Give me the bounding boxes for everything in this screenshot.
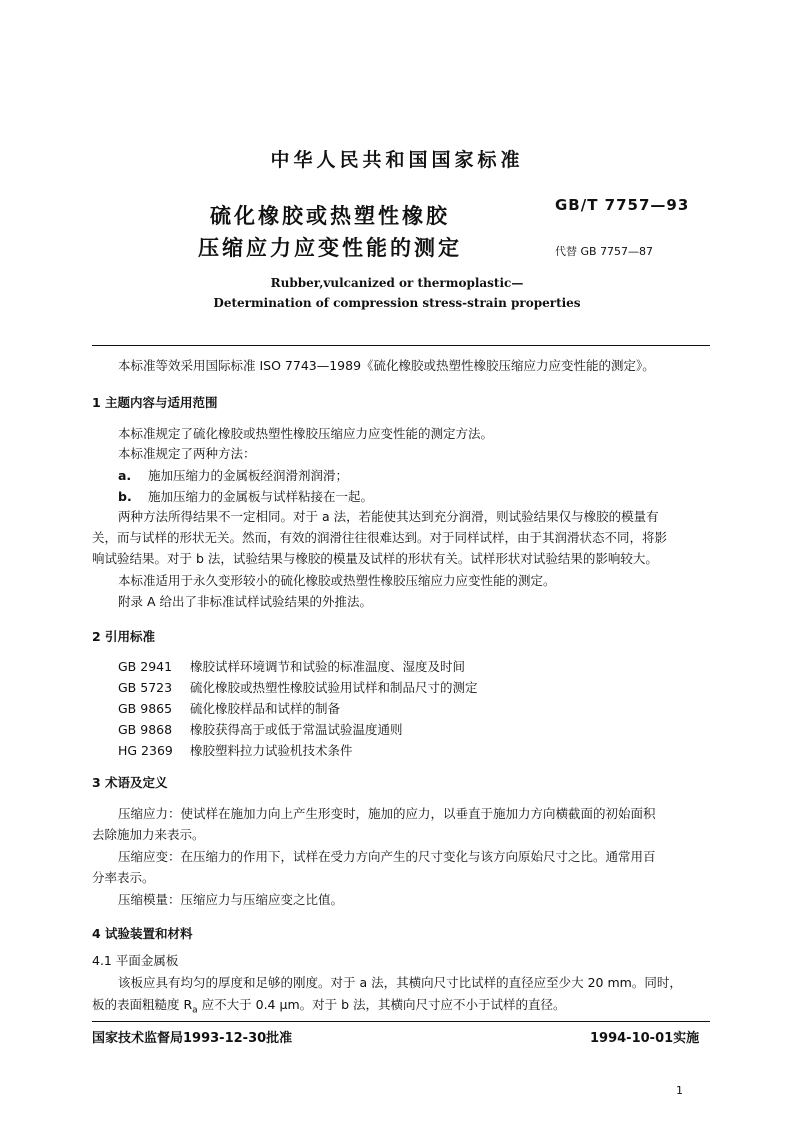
replaces-standard: 代替 GB 7757—87 [555, 245, 654, 258]
s1-paragraph-2: 本标准规定了两种方法： [118, 446, 256, 461]
definition-compression-modulus: 压缩模量：压缩应力与压缩应变之比值。 [118, 892, 344, 907]
definition-compression-stress-line-2: 去除施加力来表示。 [92, 827, 205, 842]
definition-compression-strain-line-1: 压缩应变：在压缩力的作用下，试样在受力方向产生的尺寸变化与该方向原始尺寸之比。通常用百 [118, 849, 656, 864]
reference-title: 橡胶塑料拉力试验机技术条件 [190, 743, 353, 758]
reference-title: 硫化橡胶或热塑性橡胶试验用试样和制品尺寸的测定 [190, 680, 478, 695]
reference-item [118, 720, 403, 738]
s1-item-b [118, 487, 373, 505]
item-b-text: 施加压缩力的金属板与试样粘接在一起。 [148, 489, 374, 504]
s1-paragraph-4: 本标准适用于永久变形较小的硫化橡胶或热塑性橡胶压缩应力应变性能的测定。 [118, 573, 556, 588]
reference-title: 橡胶获得高于或低于常温试验温度通则 [190, 722, 403, 737]
title-line-1: 硫化橡胶或热塑性橡胶 [210, 204, 450, 228]
s1-paragraph-3-line-2: 关，而与试样的形状无关。然而，有效的润滑往往很难达到。对于同样试样，由于其润滑状态不同，将影 [92, 530, 668, 545]
approval-date: 国家技术监督局1993-12-30批准 [92, 1031, 293, 1046]
subscript: a [192, 1005, 198, 1016]
reference-item [118, 657, 465, 675]
s4-1-paragraph-line-1: 该板应具有均匀的厚度和足够的刚度。对于 a 法，其横向尺寸比试样的直径应至少大 20 mm。同时， [118, 975, 682, 990]
effective-date: 1994-10-01实施 [590, 1031, 700, 1046]
section-1-heading: 1 主题内容与适用范围 [92, 395, 218, 410]
english-title-line-2: Determination of compression stress-strain properties [213, 296, 581, 310]
page-number: 1 [676, 1084, 683, 1097]
section-4-heading: 4 试验装置和材料 [92, 926, 193, 941]
reference-code: GB 9868 [118, 722, 173, 737]
section-2-heading: 2 引用标准 [92, 629, 156, 644]
english-title-line-1: Rubber,vulcanized or thermoplastic— [270, 276, 524, 290]
s1-paragraph-3-line-3: 响试验结果。对于 b 法，试验结果与橡胶的模量及试样的形状有关。试样形状对试验结果的影响较大。 [92, 551, 658, 566]
s4-1-paragraph-line-2 [92, 996, 712, 1020]
issuing-nation-heading: 中华人民共和国国家标准 [270, 149, 524, 171]
item-a-label: a. [118, 468, 132, 483]
reference-item [118, 699, 340, 717]
s1-paragraph-3-line-1: 两种方法所得结果不一定相同。对于 a 法，若能使其达到充分润滑，则试验结果仅与橡胶的模量有 [118, 509, 659, 524]
reference-item [118, 741, 353, 759]
definition-compression-stress-line-1: 压缩应力：使试样在施加力向上产生形变时，施加的应力，以垂直于施加力方向横截面的初始面积 [118, 806, 656, 821]
text-run: 板的表面粗糙度 R [92, 997, 193, 1012]
reference-title: 橡胶试样环境调节和试验的标准温度、湿度及时间 [190, 659, 466, 674]
section-3-heading: 3 术语及定义 [92, 775, 168, 790]
reference-item [118, 678, 478, 696]
item-b-label: b. [118, 489, 132, 504]
reference-code: GB 2941 [118, 659, 173, 674]
footer-divider [92, 1021, 710, 1022]
intro-paragraph: 本标准等效采用国际标准 ISO 7743—1989《硫化橡胶或热塑性橡胶压缩应力应变性能的测定》。 [118, 358, 655, 373]
reference-code: GB 9865 [118, 701, 173, 716]
subsection-4-1-heading: 4.1 平面金属板 [92, 953, 179, 968]
s1-item-a [118, 466, 348, 484]
s1-paragraph-5: 附录 A 给出了非标准试样试验结果的外推法。 [118, 594, 372, 609]
s1-paragraph-1: 本标准规定了硫化橡胶或热塑性橡胶压缩应力应变性能的测定方法。 [118, 426, 494, 441]
item-a-text: 施加压缩力的金属板经润滑剂润滑； [148, 468, 349, 483]
title-line-2: 压缩应力应变性能的测定 [198, 236, 462, 260]
header-divider [92, 345, 710, 346]
reference-code: HG 2369 [118, 743, 173, 758]
text-run: 应不大于 0.4 μm。对于 b 法，其横向尺寸应不小于试样的直径。 [197, 997, 566, 1012]
standard-code: GB/T 7757—93 [555, 196, 690, 214]
reference-code: GB 5723 [118, 680, 173, 695]
definition-compression-strain-line-2: 分率表示。 [92, 870, 155, 885]
reference-title: 硫化橡胶样品和试样的制备 [190, 701, 341, 716]
